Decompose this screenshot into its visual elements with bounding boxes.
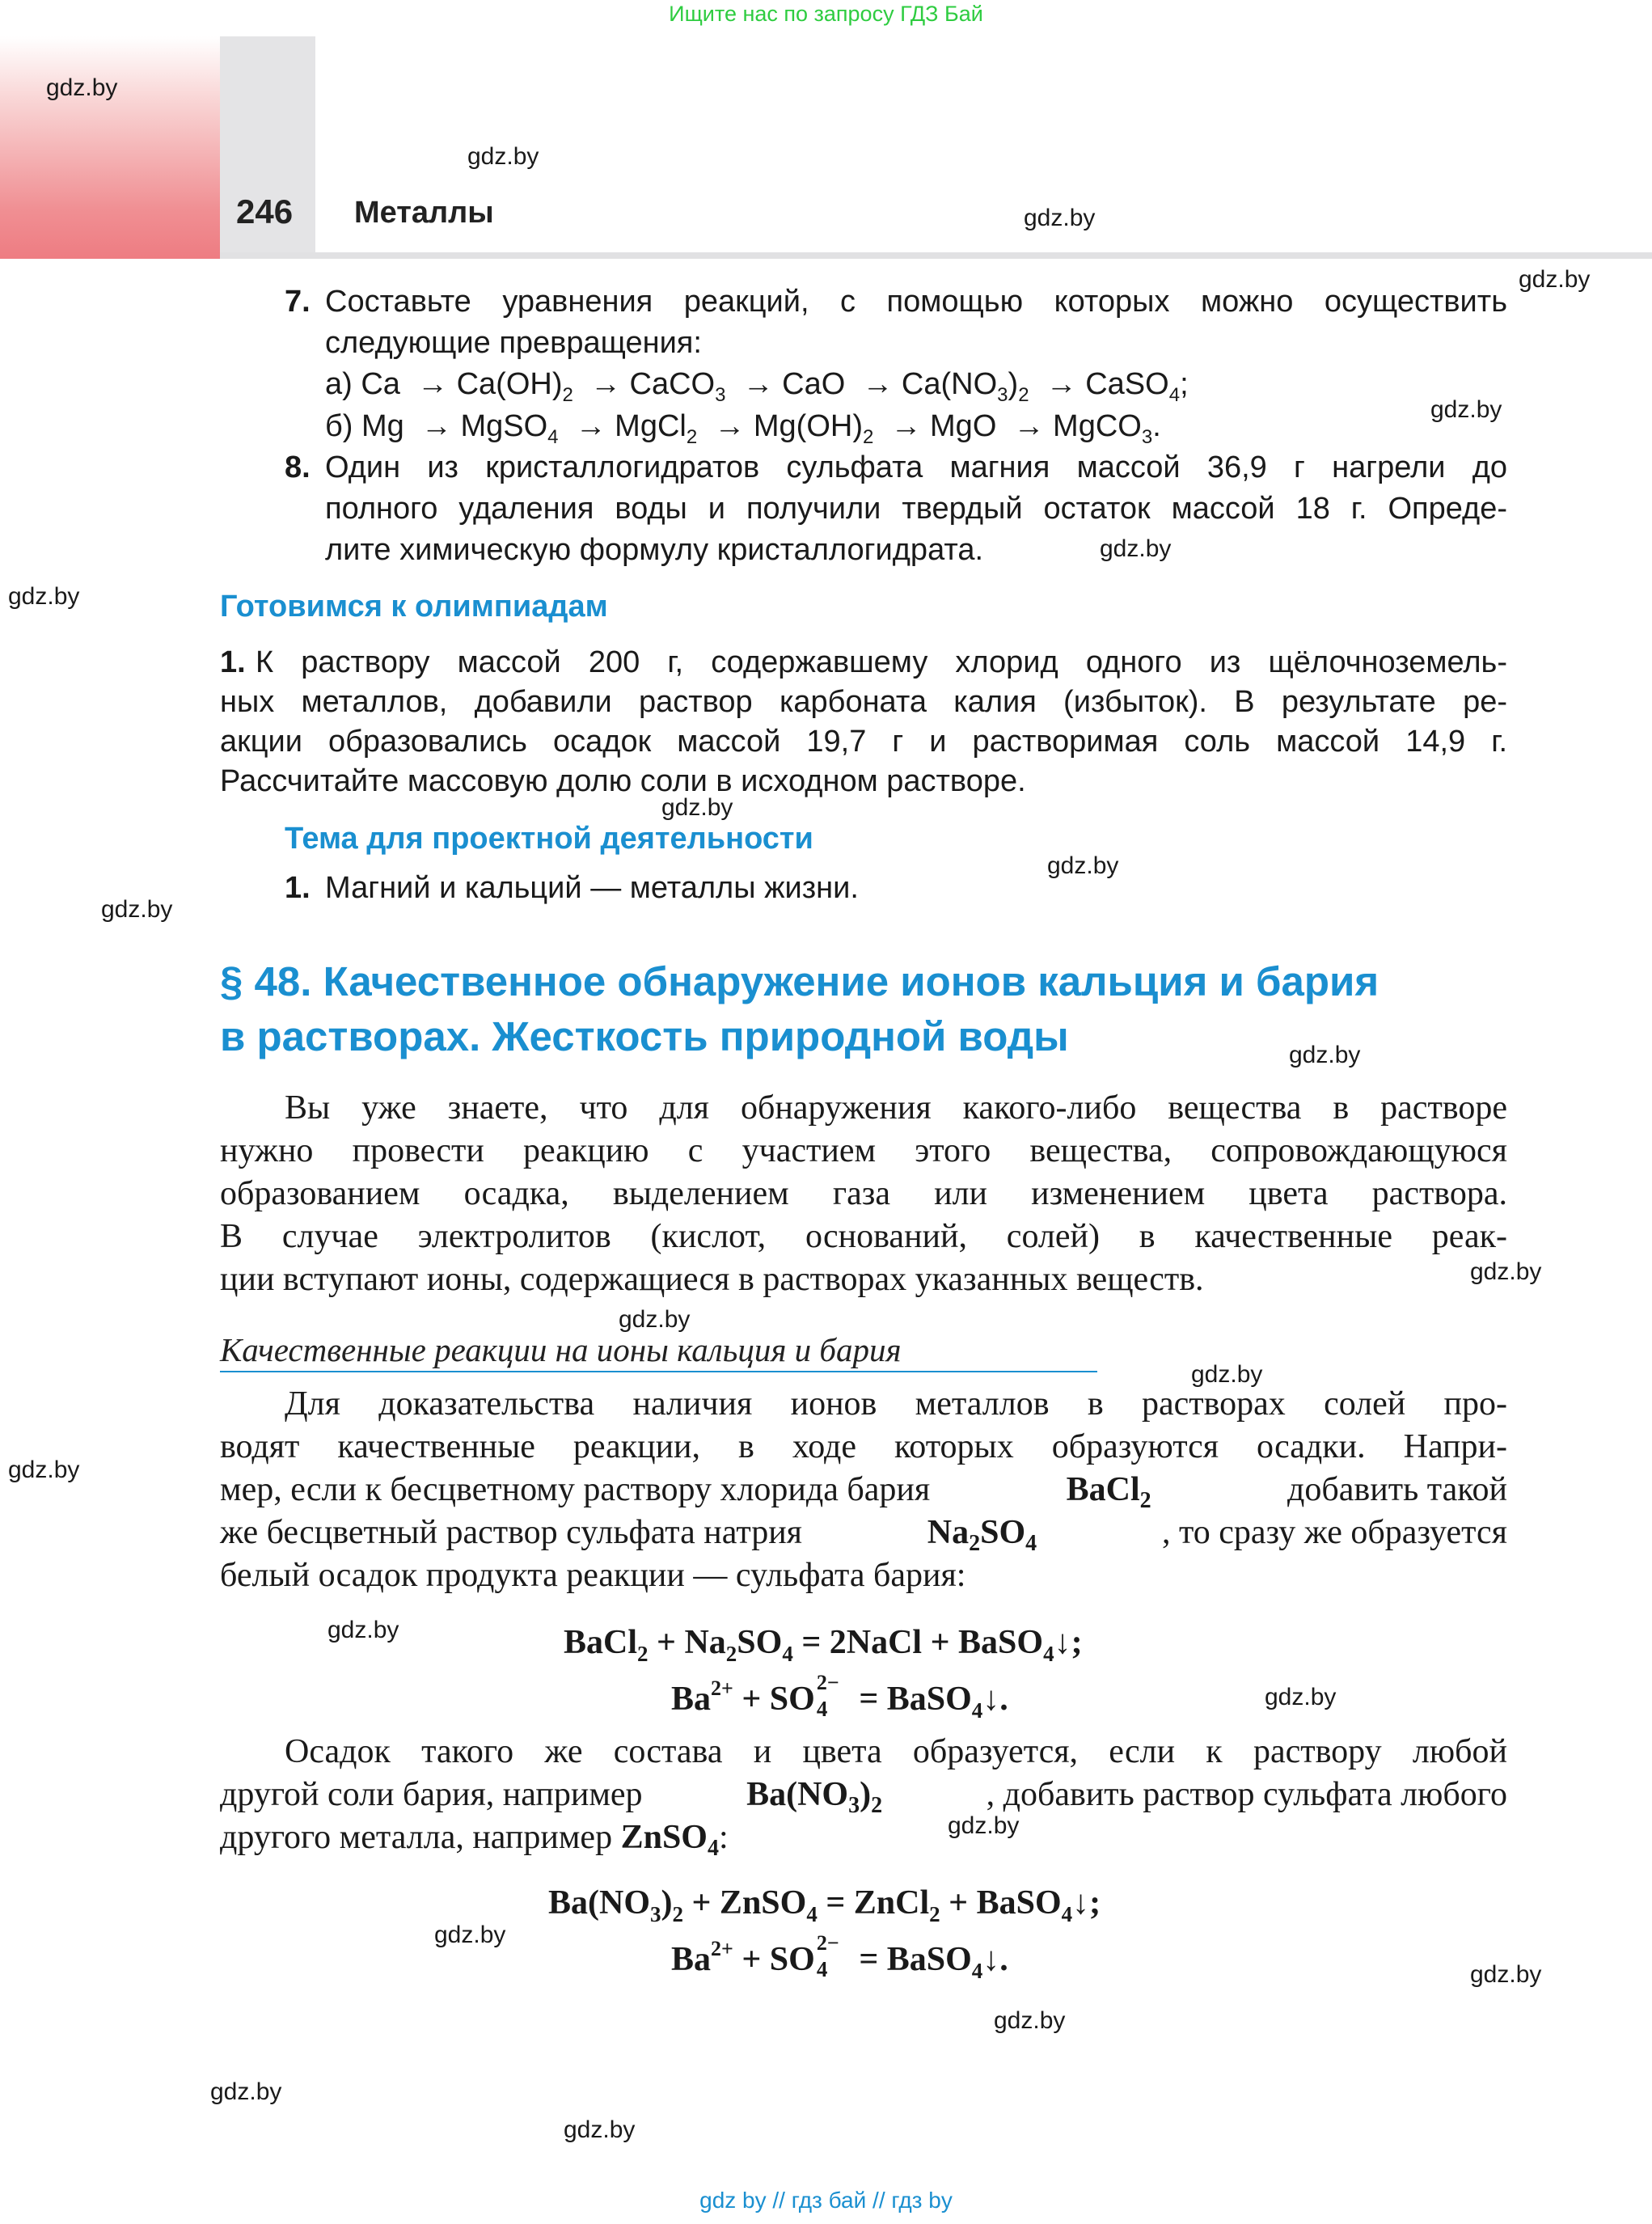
olympiad-heading: Готовимся к олимпиадам [220, 590, 608, 624]
task-8-line-3: лите химическую формулу кристаллогидрата. [325, 533, 984, 567]
watermark: gdz.by [1519, 266, 1591, 293]
olympiad-line-4: Рассчитайте массовую долю соли в исходном растворе. [220, 764, 1026, 798]
equation-molecular-1: BaCl$_2$ + $Na_2SO_4$ = 2NaCl + BaSO$_4$↓; [564, 1624, 1083, 1666]
watermark: gdz.by [8, 1457, 80, 1483]
formula-bacl2: BaCl$_2$ [1066, 1471, 1151, 1513]
project-text: Магний и кальций — металлы жизни. [325, 871, 859, 905]
p3-line-3 [220, 1816, 729, 1859]
p3-line-3-post: : [718, 1819, 729, 1856]
task-7-number: 7. [285, 285, 311, 319]
p3-line-2-pre: другой соли бария, например [220, 1776, 643, 1813]
watermark: gdz.by [1265, 1684, 1337, 1710]
watermark: gdz.by [619, 1306, 691, 1333]
task-7b-scheme: б) Mg → MgSO$_4$ → MgCl$_2$ → $Mg(OH)_2$ → MgO → MgCO$_3$. [325, 409, 1161, 448]
task-7-line-2-text: следующие превращения: [325, 326, 702, 360]
p3-line-2-post: , добавить раствор сульфата любого [986, 1776, 1507, 1813]
p2-line-4-pre: же бесцветный раствор сульфата натрия [220, 1514, 802, 1551]
watermark: gdz.by [467, 143, 539, 170]
olympiad-line-3: акции образовались осадок массой 19,7 г и растворимая соль массой 14,9 г. [220, 725, 1507, 759]
equation-ionic-2: $Ba^{2+}$ + SO 2− 4 = BaSO$_4$↓. [671, 1931, 1008, 1983]
formula-na2so4: $Na_2SO_4$ [927, 1514, 1037, 1556]
watermark: gdz.by [1100, 535, 1172, 562]
p3-line-3-pre: другого металла, например [220, 1819, 613, 1856]
watermark: gdz.by [1430, 396, 1502, 423]
p3-line-1: Осадок такого же состава и цвета образуется, если к раствору любой [285, 1733, 1507, 1770]
subheading: Качественные реакции на ионы кальция и бария [220, 1331, 902, 1368]
watermark: gdz.by [1470, 1961, 1542, 1988]
page-number: 246 [236, 192, 294, 230]
section-title-line-2: в растворах. Жесткость природной воды [220, 1013, 1069, 1059]
watermark: gdz.by [434, 1922, 506, 1948]
watermark: gdz.by [948, 1812, 1020, 1839]
watermark: gdz.by [994, 2007, 1066, 2034]
header-rule [220, 252, 1652, 259]
olympiad-line-1: К раствору массой 200 г, содержавшему хлорид одного из щёлочноземель- [256, 645, 1507, 679]
watermark: gdz.by [1047, 852, 1119, 879]
p2-line-1: Для доказательства наличия ионов металлов в растворах солей про- [285, 1385, 1507, 1423]
watermark: gdz.by [327, 1617, 399, 1643]
watermark: gdz.by [8, 583, 80, 610]
p2-line-3 [220, 1469, 1507, 1512]
watermark: gdz.by [1191, 1361, 1263, 1388]
formula-znso4: ZnSO$_4$ [620, 1819, 719, 1861]
p2-line-3-post: добавить такой [1287, 1471, 1507, 1508]
footer-links[interactable]: gdz by // гдз бай // гдз by [699, 2188, 953, 2213]
task-8-line-2: полного удаления воды и получили твердый остаток массой 18 г. Опреде- [325, 492, 1507, 526]
p2-line-4 [220, 1512, 1507, 1554]
p2-line-3-pre: мер, если к бесцветному раствору хлорида бария [220, 1471, 931, 1508]
task-7-line-2 [325, 323, 702, 364]
intro-line-3: образованием осадка, выделением газа или изменением цвета раствора. [220, 1175, 1507, 1212]
intro-line-4: В случае электролитов (кислот, оснований, солей) в качественные реак- [220, 1218, 1507, 1255]
p2-line-5: белый осадок продукта реакции — сульфата бария: [220, 1557, 966, 1594]
task-7a-scheme: а) $Ca \to Ca(OH)_2$ → CaCO$_3$ → CaO → $Ca(NO_3)_2$ → CaSO$_4$; [325, 367, 1189, 406]
top-banner[interactable]: Ищите нас по запросу ГДЗ Бай [669, 2, 983, 26]
watermark: gdz.by [1024, 205, 1096, 231]
equation-ionic-1: $Ba^{2+}$ + SO 2− 4 = BaSO$_4$↓. [671, 1671, 1008, 1723]
watermark: gdz.by [1289, 1042, 1361, 1068]
watermark: gdz.by [101, 896, 173, 923]
olympiad-line-2: ных металлов, добавили раствор карбоната калия (избыток). В результате ре- [220, 685, 1507, 719]
watermark: gdz.by [564, 2116, 636, 2143]
p2-line-2: водят качественные реакции, в ходе которых образуются осадки. Напри- [220, 1428, 1507, 1465]
task-7-line-1: Составьте уравнения реакций, с помощью которых можно осуществить [325, 285, 1507, 319]
project-heading: Тема для проектной деятельности [285, 822, 813, 856]
formula-bano3: $Ba(NO_3)_2$ [746, 1776, 883, 1818]
project-number: 1. [285, 871, 311, 905]
watermark: gdz.by [210, 2078, 282, 2105]
watermark: gdz.by [1470, 1258, 1542, 1285]
p2-line-4-post: , то сразу же образуется [1161, 1514, 1507, 1551]
p3-line-2 [220, 1774, 1507, 1816]
header-band-red [0, 36, 220, 259]
section-title-line-1: § 48. Качественное обнаружение ионов кальция и бария [220, 958, 1379, 1004]
equation-molecular-2: $Ba(NO_3)_2$ + ZnSO$_4$ = ZnCl$_2$ + BaSO$_4$↓; [548, 1884, 1101, 1926]
olympiad-number: 1. [220, 645, 246, 679]
subheading-underline [220, 1371, 1097, 1372]
task-8-line-1: Один из кристаллогидратов сульфата магния массой 36,9 г нагрели до [325, 450, 1507, 484]
task-8-number: 8. [285, 450, 311, 484]
watermark: gdz.by [661, 794, 733, 821]
intro-line-5: ции вступают ионы, содержащиеся в растворах указанных веществ. [220, 1261, 1204, 1298]
watermark: gdz.by [46, 74, 118, 101]
intro-line-2: нужно провести реакцию с участием этого вещества, сопровождающуюся [220, 1132, 1507, 1169]
intro-line-1: Вы уже знаете, что для обнаружения какого-либо вещества в растворе [285, 1089, 1507, 1127]
page-title: Металлы [354, 196, 494, 230]
